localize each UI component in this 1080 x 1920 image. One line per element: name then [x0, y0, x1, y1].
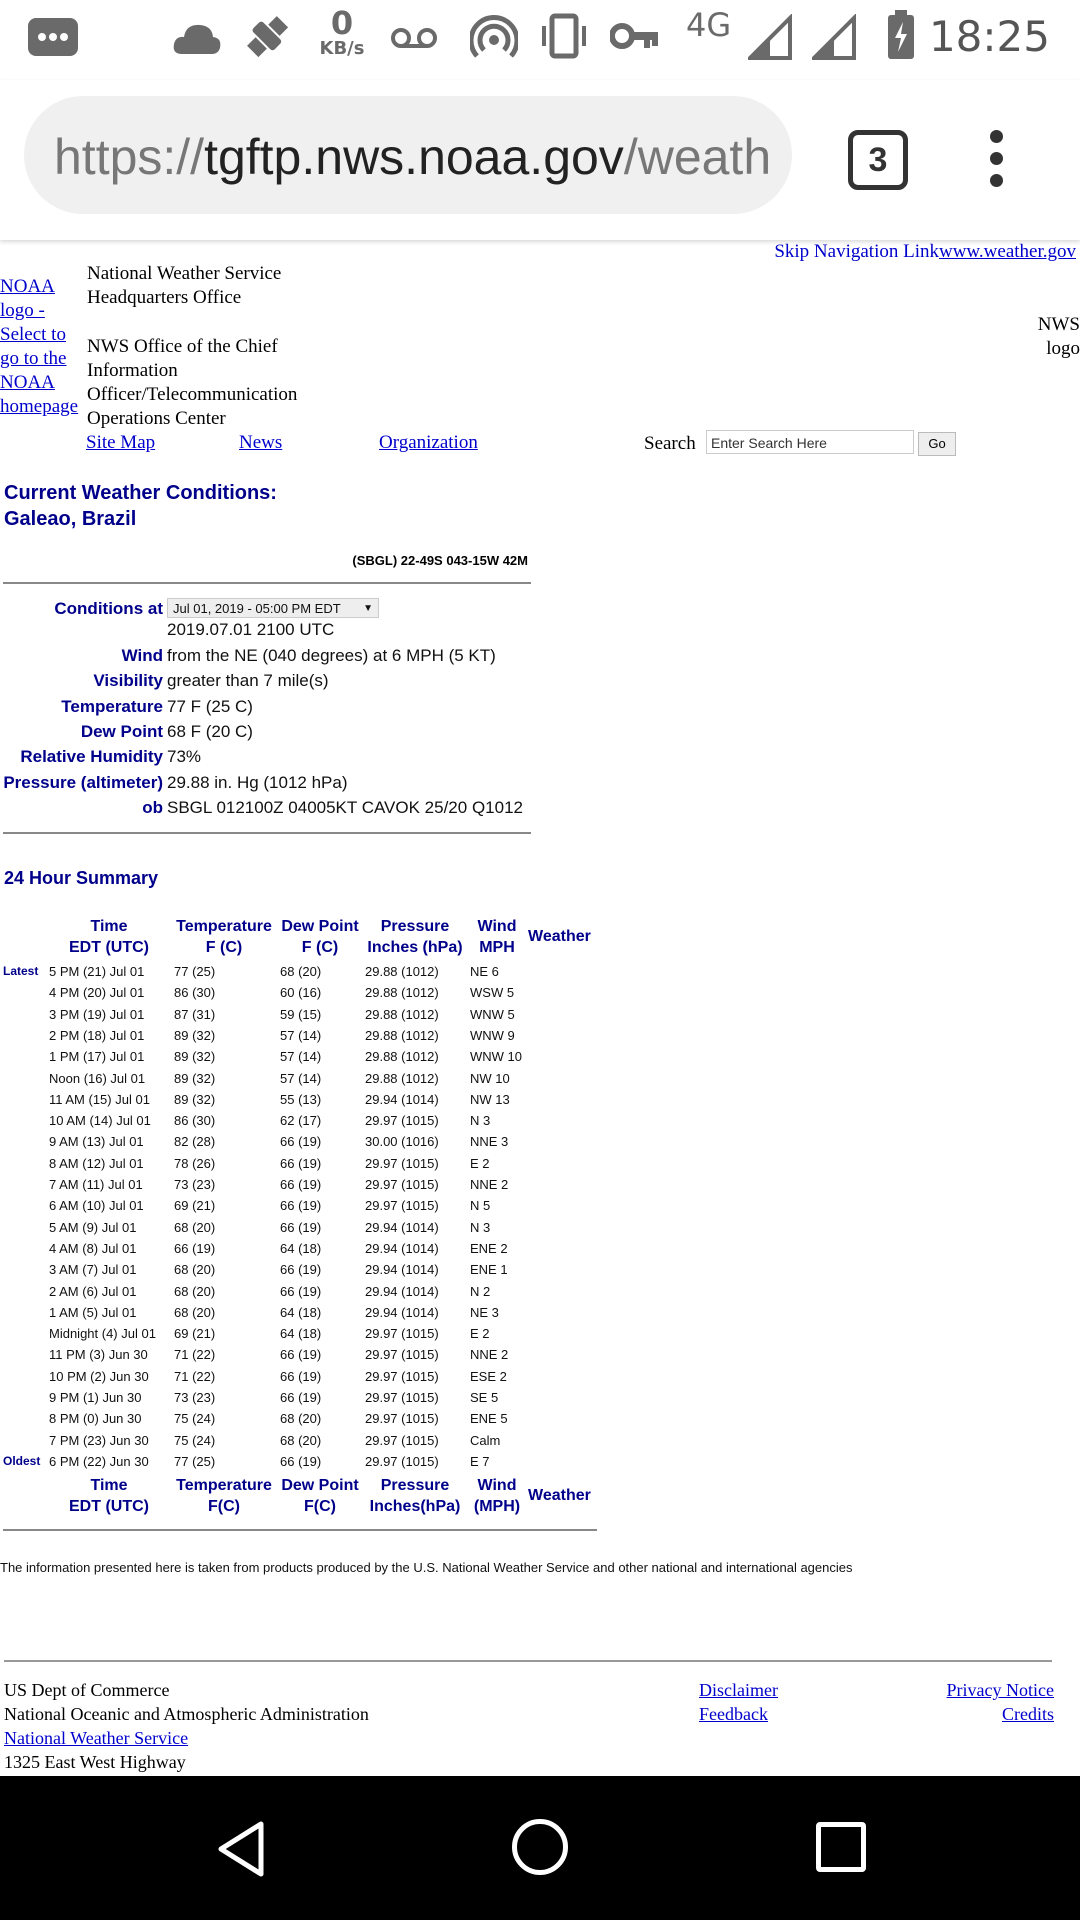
dew-cell: 66 (19): [280, 1198, 322, 1213]
column-header-title: Temperature: [176, 918, 272, 935]
wind-cell: NW 10: [470, 1071, 510, 1086]
wind-cell: NNE 2: [470, 1347, 509, 1362]
wind-cell: NNE 3: [470, 1134, 509, 1149]
url-scheme: https://: [54, 129, 205, 185]
time-cell: 5 PM (21) Jul 01: [49, 964, 145, 979]
wind-cell: N 3: [470, 1220, 491, 1235]
column-header-unit: Inches (hPa): [367, 939, 463, 956]
time-cell: 11 PM (3) Jun 30: [49, 1347, 148, 1362]
table-row: [0, 1366, 600, 1387]
dew-cell: 66 (19): [280, 1220, 322, 1235]
feedback-link[interactable]: Feedback: [699, 1704, 768, 1724]
condition-row: [0, 770, 560, 795]
pressure-cell: 29.97 (1015): [365, 1411, 439, 1426]
column-header-title: Pressure: [380, 918, 450, 935]
dew-cell: 68 (20): [280, 1433, 322, 1448]
header-skip-links: [774, 240, 1076, 264]
table-row: [0, 1131, 600, 1152]
time-cell: 9 AM (13) Jul 01: [49, 1134, 144, 1149]
condition-label: Relative Humidity: [20, 747, 163, 766]
table-row: [0, 1238, 600, 1259]
time-cell: 8 PM (0) Jun 30: [49, 1411, 142, 1426]
pressure-cell: 29.94 (1014): [365, 1262, 439, 1277]
time-cell: 7 AM (11) Jul 01: [49, 1177, 143, 1192]
home-icon[interactable]: [512, 1819, 568, 1875]
url-path: /weath: [623, 129, 772, 185]
dew-cell: 66 (19): [280, 1454, 322, 1469]
wind-cell: E 2: [470, 1156, 490, 1171]
table-row: [0, 1259, 600, 1280]
time-cell: 6 AM (10) Jul 01: [49, 1198, 144, 1213]
address-bar[interactable]: [24, 96, 792, 214]
table-row: [0, 1089, 600, 1110]
voicemail-icon: [390, 26, 438, 54]
pressure-cell: 29.88 (1012): [365, 1049, 439, 1064]
search-input[interactable]: Enter Search Here: [706, 430, 914, 454]
dew-cell: 62 (17): [280, 1113, 322, 1128]
temp-cell: 89 (32): [174, 1092, 216, 1107]
temp-cell: 86 (30): [174, 1113, 216, 1128]
cloud-icon: [172, 20, 222, 60]
wind-cell: NE 6: [470, 964, 499, 979]
temp-cell: 73 (23): [174, 1177, 216, 1192]
conditions-time-select[interactable]: [167, 598, 379, 618]
dew-cell: 66 (19): [280, 1177, 322, 1192]
condition-label: Dew Point: [80, 722, 163, 741]
time-cell: 3 PM (19) Jul 01: [49, 1007, 145, 1022]
column-header-title: Wind: [477, 918, 517, 935]
temp-cell: 73 (23): [174, 1390, 216, 1405]
dew-cell: 68 (20): [280, 1411, 322, 1426]
temp-cell: 66 (19): [174, 1241, 216, 1256]
footer-noaa: National Oceanic and Atmospheric Administration: [4, 1704, 369, 1724]
table-row: [0, 1046, 600, 1067]
privacy-notice-link[interactable]: Privacy Notice: [946, 1680, 1054, 1700]
signal-strength-icon: [748, 14, 792, 64]
station-info: (SBGL) 22-49S 043-15W 42M: [352, 553, 528, 568]
pressure-cell: 29.88 (1012): [365, 964, 439, 979]
pressure-cell: 29.88 (1012): [365, 1028, 439, 1043]
oldest-tag: Oldest: [3, 1454, 41, 1468]
pressure-cell: 29.94 (1014): [365, 1241, 439, 1256]
wind-cell: ENE 2: [470, 1241, 508, 1256]
column-header-title: Dew Point: [281, 918, 359, 935]
column-header-unit: Inches(hPa): [369, 1498, 461, 1515]
time-cell: Midnight (4) Jul 01: [49, 1326, 156, 1341]
table-row: [0, 1323, 600, 1344]
condition-value: 29.88 in. Hg (1012 hPa): [167, 773, 348, 792]
wind-cell: NNE 2: [470, 1177, 509, 1192]
dropdown-arrow-icon: ▼: [363, 603, 373, 614]
condition-value: 77 F (25 C): [167, 697, 253, 716]
noaa-logo[interactable]: NOAA logo - Select to go to the NOAA homepage: [0, 276, 79, 417]
search-label: Search: [644, 433, 696, 454]
footer-dept: US Dept of Commerce: [4, 1680, 170, 1700]
column-header-title: Time: [90, 918, 128, 935]
dew-cell: 59 (15): [280, 1007, 322, 1022]
utc-row: [0, 617, 560, 642]
table-row: [0, 982, 600, 1003]
column-header-unit: MPH: [479, 939, 515, 956]
condition-row: [0, 668, 560, 693]
news-link[interactable]: News: [239, 432, 283, 453]
wind-cell: ENE 1: [470, 1262, 508, 1277]
table-row: [0, 1387, 600, 1408]
conditions-at-label: Conditions at: [54, 599, 163, 618]
satellite-icon: [244, 12, 294, 68]
latest-tag: Latest: [3, 964, 39, 978]
pressure-cell: 29.97 (1015): [365, 1390, 439, 1405]
column-header-title: Wind: [477, 1477, 517, 1494]
time-cell: 5 AM (9) Jul 01: [49, 1220, 137, 1235]
vibrate-icon: [536, 12, 592, 64]
network-speed-indicator: [318, 6, 366, 58]
dew-cell: 57 (14): [280, 1049, 322, 1064]
pressure-cell: 29.94 (1014): [365, 1092, 439, 1107]
time-cell: 2 PM (18) Jul 01: [49, 1028, 145, 1043]
temp-cell: 68 (20): [174, 1305, 216, 1320]
column-header-unit: F(C): [304, 1498, 336, 1515]
table-row: [0, 1430, 600, 1451]
battery-charging-icon: [886, 10, 916, 64]
pressure-cell: 29.97 (1015): [365, 1369, 439, 1384]
pressure-cell: 29.97 (1015): [365, 1347, 439, 1362]
condition-row: [0, 719, 560, 744]
temp-cell: 68 (20): [174, 1262, 216, 1277]
url-text[interactable]: [54, 128, 784, 186]
temp-cell: 75 (24): [174, 1411, 216, 1426]
pressure-cell: 29.88 (1012): [365, 985, 439, 1000]
wind-cell: WNW 9: [470, 1028, 515, 1043]
temp-cell: 78 (26): [174, 1156, 216, 1171]
wind-cell: E 2: [470, 1326, 490, 1341]
dew-cell: 60 (16): [280, 985, 322, 1000]
temp-cell: 69 (21): [174, 1326, 216, 1341]
time-cell: 7 PM (23) Jun 30: [49, 1433, 149, 1448]
network-type-label: 4G: [686, 6, 732, 44]
wind-cell: N 2: [470, 1284, 491, 1299]
time-cell: 3 AM (7) Jul 01: [49, 1262, 137, 1277]
temp-cell: 75 (24): [174, 1433, 216, 1448]
temp-cell: 82 (28): [174, 1134, 216, 1149]
condition-value: greater than 7 mile(s): [167, 671, 329, 690]
vpn-key-icon: [610, 18, 660, 58]
table-row: [0, 1302, 600, 1323]
table-row: [0, 1344, 600, 1365]
time-cell: Noon (16) Jul 01: [49, 1071, 146, 1086]
column-header-title: Pressure: [380, 1477, 450, 1494]
wind-cell: N 5: [470, 1198, 491, 1213]
column-header-unit: F (C): [205, 939, 243, 956]
wind-cell: Calm: [470, 1433, 501, 1448]
column-header-unit: EDT (UTC): [69, 1498, 149, 1515]
column-header-title: Temperature: [176, 1477, 272, 1494]
dew-cell: 64 (18): [280, 1241, 322, 1256]
browser-toolbar: [0, 80, 1080, 240]
footer-links-right: [947, 1678, 1054, 1726]
temp-cell: 71 (22): [174, 1347, 216, 1362]
page-title-line1: Current Weather Conditions:: [4, 482, 277, 504]
url-host: tgftp.nws.noaa.gov: [204, 129, 624, 185]
dew-cell: 66 (19): [280, 1156, 322, 1171]
column-header-unit: (MPH): [473, 1498, 521, 1515]
temp-cell: 68 (20): [174, 1220, 216, 1235]
table-row: [0, 1004, 600, 1025]
dew-cell: 57 (14): [280, 1028, 322, 1043]
time-cell: 8 AM (12) Jul 01: [49, 1156, 144, 1171]
dew-cell: 66 (19): [280, 1390, 322, 1405]
footer-street: 1325 East West Highway: [4, 1752, 186, 1772]
nws-logo: NWS logo: [1037, 314, 1080, 359]
table-row: [0, 1451, 600, 1472]
condition-label: Wind: [121, 646, 163, 665]
back-icon[interactable]: [215, 1820, 267, 1882]
dew-cell: 66 (19): [280, 1134, 322, 1149]
condition-row: [0, 795, 560, 820]
column-header-weather: Weather: [528, 928, 591, 945]
table-row: [0, 1110, 600, 1131]
status-bar: [0, 0, 1080, 80]
time-cell: 1 PM (17) Jul 01: [49, 1049, 145, 1064]
temp-cell: 68 (20): [174, 1284, 216, 1299]
temp-cell: 87 (31): [174, 1007, 216, 1022]
column-header-title: Dew Point: [281, 1477, 359, 1494]
temp-cell: 89 (32): [174, 1049, 216, 1064]
pressure-cell: 30.00 (1016): [365, 1134, 439, 1149]
hotspot-icon: [470, 14, 518, 64]
pressure-cell: 29.97 (1015): [365, 1433, 439, 1448]
condition-label: Pressure (altimeter): [3, 773, 163, 792]
condition-label: Visibility: [93, 671, 163, 690]
disclaimer-link[interactable]: Disclaimer: [699, 1680, 778, 1700]
wind-cell: ENE 5: [470, 1411, 508, 1426]
column-header-title: Time: [90, 1477, 128, 1494]
dew-cell: 66 (19): [280, 1369, 322, 1384]
chat-notification-icon: [26, 16, 80, 62]
pressure-cell: 29.88 (1012): [365, 1071, 439, 1086]
pressure-cell: 29.97 (1015): [365, 1156, 439, 1171]
network-speed-unit: KB/s: [319, 38, 365, 59]
condition-label: ob: [142, 798, 163, 817]
time-cell: 11 AM (15) Jul 01: [49, 1092, 150, 1107]
weather-gov-link[interactable]: www.weather.gov: [938, 241, 1076, 262]
cio-image: NWS Office of the Chief Information Officer/Telecommunication Operations Center: [87, 336, 298, 429]
footer-links-mid: [699, 1678, 778, 1726]
table-row: [0, 1174, 600, 1195]
wind-cell: WNW 5: [470, 1007, 515, 1022]
overflow-menu-icon[interactable]: [990, 130, 1002, 190]
condition-row: [0, 694, 560, 719]
source-disclaimer: The information presented here is taken from products produced by the U.S. National Weather Service and other national and international agencies: [0, 1560, 853, 1575]
wind-cell: E 7: [470, 1454, 490, 1469]
recent-apps-icon[interactable]: [816, 1822, 866, 1872]
signal-strength-icon-2: [812, 14, 856, 64]
clock: 18:25: [928, 12, 1050, 61]
column-header-unit: EDT (UTC): [69, 939, 149, 956]
condition-value: 68 F (20 C): [167, 722, 253, 741]
time-cell: 10 AM (14) Jul 01: [49, 1113, 151, 1128]
dew-cell: 68 (20): [280, 964, 322, 979]
credits-link[interactable]: Credits: [1002, 1704, 1054, 1724]
table-row: [0, 1408, 600, 1429]
dew-cell: 66 (19): [280, 1347, 322, 1362]
wind-cell: ESE 2: [470, 1369, 507, 1384]
footer-column-header-weather: Weather: [528, 1487, 591, 1504]
skip-navigation-link[interactable]: Skip Navigation Link: [774, 241, 939, 262]
pressure-cell: 29.97 (1015): [365, 1326, 439, 1341]
time-cell: 10 PM (2) Jun 30: [49, 1369, 149, 1384]
pressure-cell: 29.97 (1015): [365, 1454, 439, 1469]
temp-cell: 77 (25): [174, 1454, 216, 1469]
condition-value: 73%: [167, 747, 202, 766]
pressure-cell: 29.97 (1015): [365, 1198, 439, 1213]
table-row: [0, 1217, 600, 1238]
dew-cell: 55 (13): [280, 1092, 322, 1107]
time-cell: 9 PM (1) Jun 30: [49, 1390, 142, 1405]
footer-column-header-time: [49, 1475, 169, 1517]
page-title: [4, 480, 277, 532]
network-speed-value: 0: [330, 4, 354, 42]
temp-cell: 86 (30): [174, 985, 216, 1000]
wind-cell: WNW 10: [470, 1049, 522, 1064]
time-cell: 4 AM (8) Jul 01: [49, 1241, 137, 1256]
divider: [3, 832, 531, 834]
nws-hq-image: National Weather Service Headquarters Office: [87, 263, 282, 308]
footer-address: [4, 1678, 369, 1774]
search-go-button[interactable]: Go: [918, 432, 956, 456]
condition-row: [0, 643, 560, 668]
tab-switcher-button[interactable]: 3: [848, 130, 908, 190]
time-cell: 6 PM (22) Jun 30: [49, 1454, 149, 1469]
condition-label: Temperature: [61, 697, 163, 716]
table-row: [0, 1153, 600, 1174]
condition-value: SBGL 012100Z 04005KT CAVOK 25/20 Q1012: [167, 798, 523, 817]
time-cell: 2 AM (6) Jul 01: [49, 1284, 137, 1299]
footer-nws-link[interactable]: National Weather Service: [4, 1728, 189, 1748]
column-header-unit: F (C): [301, 939, 339, 956]
temp-cell: 71 (22): [174, 1369, 216, 1384]
footer-divider: [4, 1660, 1052, 1662]
temp-cell: 77 (25): [174, 964, 216, 979]
divider: [3, 582, 531, 584]
pressure-cell: 29.97 (1015): [365, 1177, 439, 1192]
pressure-cell: 29.94 (1014): [365, 1220, 439, 1235]
time-cell: 4 PM (20) Jul 01: [49, 985, 145, 1000]
conditions-time-selected: Jul 01, 2019 - 05:00 PM EDT: [173, 601, 341, 616]
time-cell: 1 AM (5) Jul 01: [49, 1305, 137, 1320]
organization-link[interactable]: Organization: [379, 432, 478, 453]
table-row: [0, 961, 600, 982]
condition-row: [0, 744, 560, 769]
column-header-unit: F(C): [208, 1498, 240, 1515]
temp-cell: 89 (32): [174, 1071, 216, 1086]
table-row: [0, 1068, 600, 1089]
page-title-location: Galeao, Brazil: [4, 508, 137, 530]
wind-cell: WSW 5: [470, 985, 515, 1000]
dew-cell: 64 (18): [280, 1326, 322, 1341]
table-row: [0, 1281, 600, 1302]
table-row: [0, 1195, 600, 1216]
table-row: [0, 1025, 600, 1046]
divider: [3, 1529, 597, 1531]
wind-cell: SE 5: [470, 1390, 499, 1405]
pressure-cell: 29.94 (1014): [365, 1305, 439, 1320]
dew-cell: 66 (19): [280, 1262, 322, 1277]
wind-cell: NW 13: [470, 1092, 510, 1107]
temp-cell: 89 (32): [174, 1028, 216, 1043]
utc-value: 2019.07.01 2100 UTC: [167, 620, 335, 639]
temp-cell: 69 (21): [174, 1198, 216, 1213]
dew-cell: 64 (18): [280, 1305, 322, 1320]
dew-cell: 57 (14): [280, 1071, 322, 1086]
wind-cell: N 3: [470, 1113, 491, 1128]
column-header-time: [49, 916, 169, 958]
pressure-cell: 29.88 (1012): [365, 1007, 439, 1022]
site-map-link[interactable]: Site Map: [86, 432, 156, 453]
summary-title: 24 Hour Summary: [4, 868, 159, 888]
pressure-cell: 29.94 (1014): [365, 1284, 439, 1299]
wind-cell: NE 3: [470, 1305, 499, 1320]
condition-value: from the NE (040 degrees) at 6 MPH (5 KT): [167, 646, 496, 665]
dew-cell: 66 (19): [280, 1284, 322, 1299]
pressure-cell: 29.97 (1015): [365, 1113, 439, 1128]
